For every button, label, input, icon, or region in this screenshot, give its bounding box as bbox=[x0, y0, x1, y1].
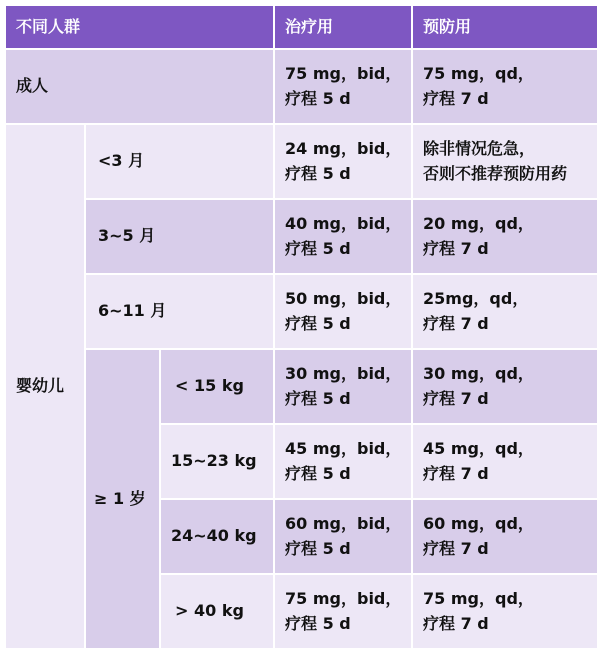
header-row bbox=[5, 5, 598, 49]
adult-prevention-line2: 疗程 7 d bbox=[423, 88, 489, 108]
treatment-line1: 50 mg，bid， bbox=[285, 288, 402, 308]
treatment-line1: 24 mg，bid， bbox=[285, 138, 402, 158]
weight-prevention bbox=[412, 574, 598, 649]
age-row-6to11 bbox=[5, 274, 598, 349]
age-label: 6~11 月 bbox=[85, 274, 274, 349]
weight-prevention bbox=[412, 349, 598, 424]
infant-label: 婴幼儿 bbox=[5, 124, 85, 649]
prevention-line1: 75 mg，qd， bbox=[423, 588, 534, 608]
adult-prevention bbox=[412, 49, 598, 124]
treatment-line2: 疗程 5 d bbox=[285, 238, 351, 258]
weight-prevention bbox=[412, 499, 598, 574]
age-label: 3~5 月 bbox=[85, 199, 274, 274]
treatment-line2: 疗程 5 d bbox=[285, 163, 351, 183]
weight-label: < 15 kg bbox=[160, 349, 274, 424]
age-row-3to5 bbox=[5, 199, 598, 274]
dosage-table bbox=[4, 4, 599, 650]
adult-treatment bbox=[274, 49, 412, 124]
adult-label: 成人 bbox=[5, 49, 274, 124]
age-prevention bbox=[412, 274, 598, 349]
age-treatment bbox=[274, 274, 412, 349]
weight-label: > 40 kg bbox=[160, 574, 274, 649]
treatment-line1: 30 mg，bid， bbox=[285, 363, 402, 383]
header-group: 不同人群 bbox=[5, 5, 274, 49]
weight-prevention bbox=[412, 424, 598, 499]
dosage-table-container bbox=[4, 4, 597, 653]
treatment-line2: 疗程 5 d bbox=[285, 463, 351, 483]
age-prevention bbox=[412, 199, 598, 274]
treatment-line1: 60 mg，bid， bbox=[285, 513, 402, 533]
treatment-line2: 疗程 5 d bbox=[285, 538, 351, 558]
age-treatment bbox=[274, 199, 412, 274]
prevention-line2: 疗程 7 d bbox=[423, 238, 489, 258]
treatment-line2: 疗程 5 d bbox=[285, 313, 351, 333]
prevention-line2: 疗程 7 d bbox=[423, 538, 489, 558]
weight-treatment bbox=[274, 574, 412, 649]
prevention-line2: 疗程 7 d bbox=[423, 388, 489, 408]
treatment-line2: 疗程 5 d bbox=[285, 388, 351, 408]
weight-label: 15~23 kg bbox=[160, 424, 274, 499]
prevention-line2: 疗程 7 d bbox=[423, 463, 489, 483]
adult-treatment-line2: 疗程 5 d bbox=[285, 88, 351, 108]
prevention-line2: 否则不推荐预防用药 bbox=[423, 163, 568, 183]
header-treatment: 治疗用 bbox=[274, 5, 412, 49]
adult-treatment-line1: 75 mg，bid， bbox=[285, 63, 402, 83]
adult-row bbox=[5, 49, 598, 124]
adult-prevention-line1: 75 mg，qd， bbox=[423, 63, 534, 83]
age-row-under3 bbox=[5, 124, 598, 199]
age-label: <3 月 bbox=[85, 124, 274, 199]
prevention-line1: 25mg，qd， bbox=[423, 288, 529, 308]
weight-treatment bbox=[274, 499, 412, 574]
age-prevention bbox=[412, 124, 598, 199]
weight-treatment bbox=[274, 424, 412, 499]
prevention-line2: 疗程 7 d bbox=[423, 613, 489, 633]
over-one-label: ≥ 1 岁 bbox=[85, 349, 160, 649]
weight-label: 24~40 kg bbox=[160, 499, 274, 574]
prevention-line1: 20 mg，qd， bbox=[423, 213, 534, 233]
prevention-line1: 60 mg，qd， bbox=[423, 513, 534, 533]
prevention-line1: 30 mg，qd， bbox=[423, 363, 534, 383]
treatment-line2: 疗程 5 d bbox=[285, 613, 351, 633]
treatment-line1: 40 mg，bid， bbox=[285, 213, 402, 233]
treatment-line1: 45 mg，bid， bbox=[285, 438, 402, 458]
weight-row-under15 bbox=[5, 349, 598, 424]
weight-treatment bbox=[274, 349, 412, 424]
treatment-line1: 75 mg，bid， bbox=[285, 588, 402, 608]
prevention-line1: 除非情况危急， bbox=[423, 138, 536, 158]
prevention-line1: 45 mg，qd， bbox=[423, 438, 534, 458]
age-treatment bbox=[274, 124, 412, 199]
prevention-line2: 疗程 7 d bbox=[423, 313, 489, 333]
header-prevention: 预防用 bbox=[412, 5, 598, 49]
